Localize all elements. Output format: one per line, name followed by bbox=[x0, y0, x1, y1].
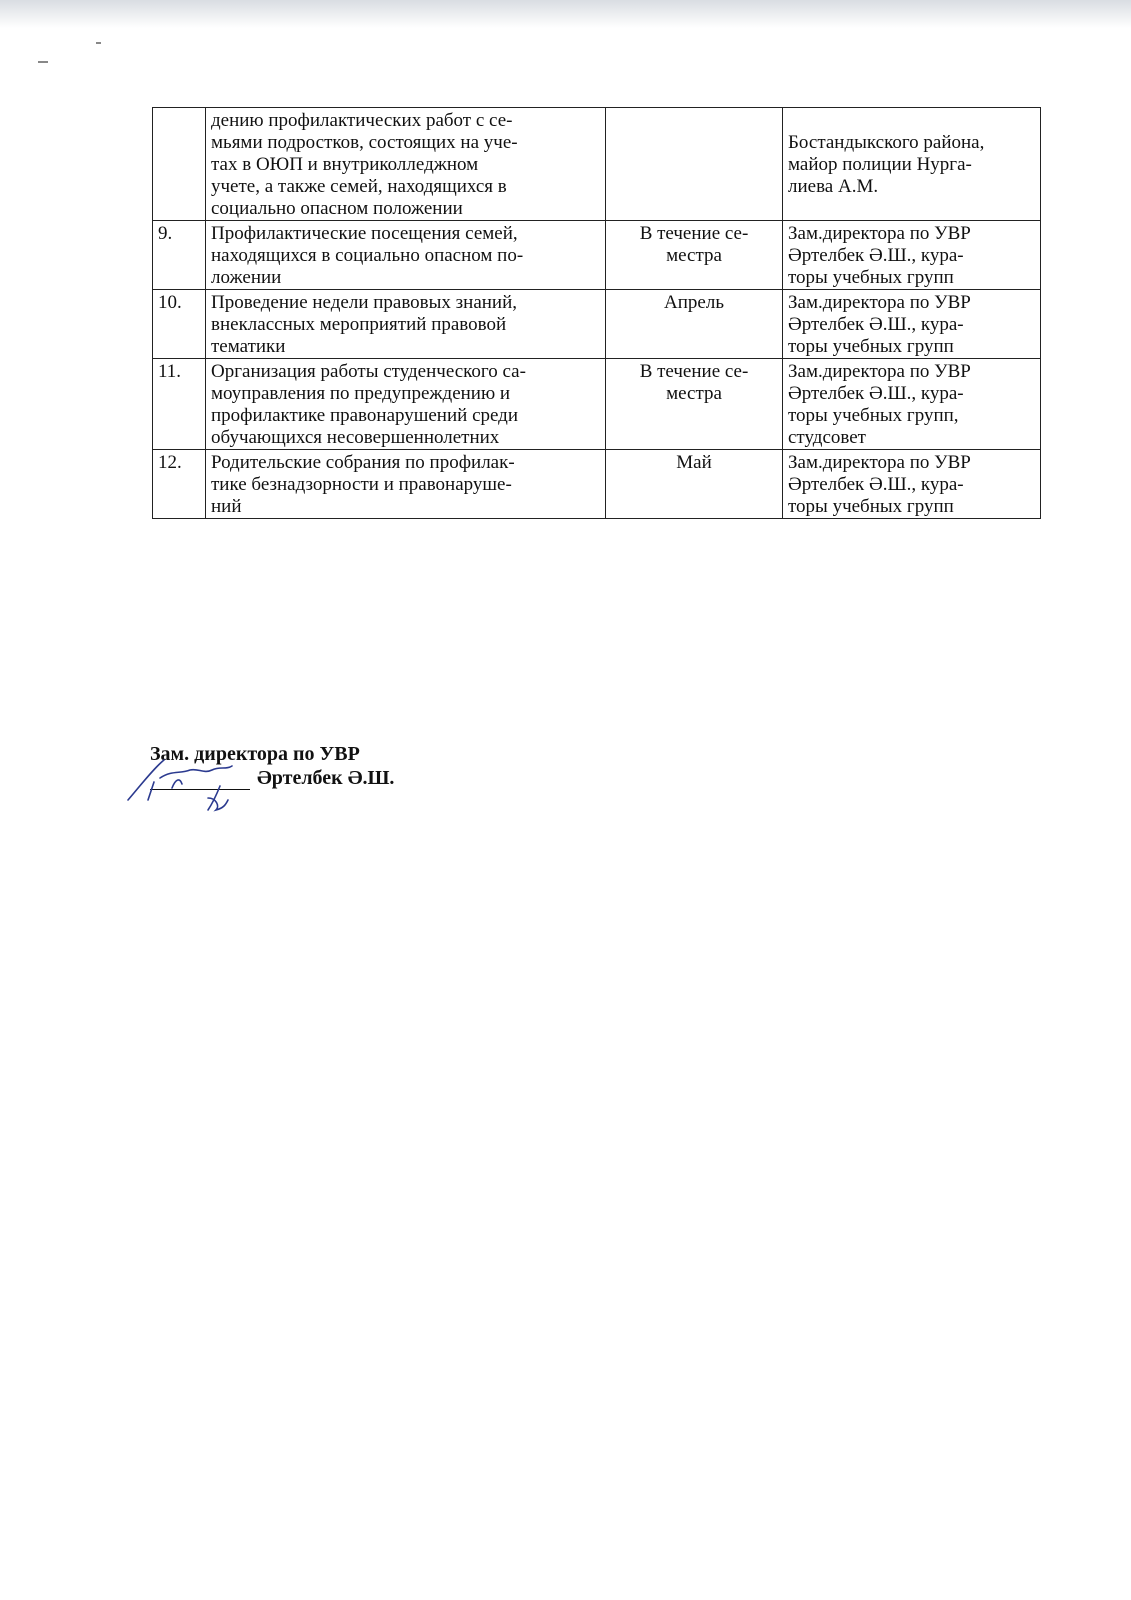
cell-line: ний bbox=[211, 496, 242, 517]
cell-line: учете, а также семей, находящихся в bbox=[211, 176, 507, 197]
cell-line: Әртелбек Ә.Ш., кура- bbox=[788, 245, 964, 266]
table-row bbox=[153, 221, 1041, 290]
activity-plan-table bbox=[152, 107, 1041, 519]
activity-cell bbox=[206, 221, 606, 290]
responsible-cell bbox=[783, 290, 1041, 359]
row-number: 10. bbox=[153, 290, 206, 359]
activity-cell bbox=[206, 108, 606, 221]
handwritten-signature bbox=[120, 748, 250, 818]
table-row bbox=[153, 450, 1041, 519]
cell-line: Апрель bbox=[664, 292, 724, 313]
cell-line: Профилактические посещения семей, bbox=[211, 223, 518, 244]
table-row bbox=[153, 290, 1041, 359]
cell-line: Зам.директора по УВР bbox=[788, 452, 971, 473]
activity-cell bbox=[206, 359, 606, 450]
cell-line: профилактике правонарушений среди bbox=[211, 405, 519, 426]
scan-edge-shading bbox=[0, 0, 1131, 28]
term-cell bbox=[606, 108, 783, 221]
scan-speck bbox=[96, 42, 101, 44]
activity-cell bbox=[206, 290, 606, 359]
scan-speck bbox=[38, 61, 48, 63]
responsible-cell bbox=[783, 221, 1041, 290]
cell-line: Әртелбек Ә.Ш., кура- bbox=[788, 383, 964, 404]
row-number bbox=[153, 108, 206, 221]
term-cell bbox=[606, 221, 783, 290]
responsible-cell bbox=[783, 450, 1041, 519]
cell-line bbox=[788, 110, 1035, 132]
signature-name: Әртелбек Ә.Ш. bbox=[257, 767, 395, 789]
responsible-cell bbox=[783, 108, 1041, 221]
cell-line: ложении bbox=[211, 267, 282, 288]
cell-line: тах в ОЮП и внутриколледжном bbox=[211, 154, 479, 175]
term-cell bbox=[606, 450, 783, 519]
cell-line: обучающихся несовершеннолетних bbox=[211, 427, 500, 448]
cell-line: моуправления по предупреждению и bbox=[211, 383, 511, 404]
cell-line: В течение се- bbox=[639, 223, 749, 244]
term-cell bbox=[606, 290, 783, 359]
cell-line: находящихся в социально опасном по- bbox=[211, 245, 524, 266]
row-number: 9. bbox=[153, 221, 206, 290]
cell-line: дению профилактических работ с се- bbox=[211, 110, 513, 131]
cell-line: Родительские собрания по профилак- bbox=[211, 452, 515, 473]
cell-line: тике безнадзорности и правонаруше- bbox=[211, 474, 512, 495]
row-number: 11. bbox=[153, 359, 206, 450]
cell-line: В течение се- bbox=[639, 361, 749, 382]
table-row bbox=[153, 108, 1041, 221]
cell-line: Организация работы студенческого са- bbox=[211, 361, 526, 382]
cell-line: Бостандыкского района, bbox=[788, 132, 985, 153]
signature-title: Зам. директора по УВР bbox=[150, 743, 360, 765]
cell-line: Әртелбек Ә.Ш., кура- bbox=[788, 474, 964, 495]
table-row bbox=[153, 359, 1041, 450]
cell-line: торы учебных групп bbox=[788, 496, 954, 517]
cell-line: майор полиции Нурга- bbox=[788, 154, 972, 175]
activity-plan-body bbox=[153, 108, 1041, 519]
cell-line: Проведение недели правовых знаний, bbox=[211, 292, 518, 313]
cell-line: мьями подростков, состоящих на уче- bbox=[211, 132, 518, 153]
activity-cell bbox=[206, 450, 606, 519]
responsible-cell bbox=[783, 359, 1041, 450]
cell-line: лиева А.М. bbox=[788, 176, 879, 197]
cell-line: торы учебных групп, bbox=[788, 405, 959, 426]
cell-line: социально опасном положении bbox=[211, 198, 463, 219]
cell-line: Зам.директора по УВР bbox=[788, 292, 971, 313]
cell-line: местра bbox=[666, 383, 722, 404]
cell-line: внеклассных мероприятий правовой bbox=[211, 314, 507, 335]
row-number: 12. bbox=[153, 450, 206, 519]
cell-line: Май bbox=[676, 452, 712, 473]
cell-line: студсовет bbox=[788, 427, 866, 448]
cell-line: торы учебных групп bbox=[788, 336, 954, 357]
cell-line: торы учебных групп bbox=[788, 267, 954, 288]
cell-line: Зам.директора по УВР bbox=[788, 223, 971, 244]
term-cell bbox=[606, 359, 783, 450]
cell-line: Әртелбек Ә.Ш., кура- bbox=[788, 314, 964, 335]
cell-line: тематики bbox=[211, 336, 286, 357]
cell-line: Зам.директора по УВР bbox=[788, 361, 971, 382]
cell-line: местра bbox=[666, 245, 722, 266]
